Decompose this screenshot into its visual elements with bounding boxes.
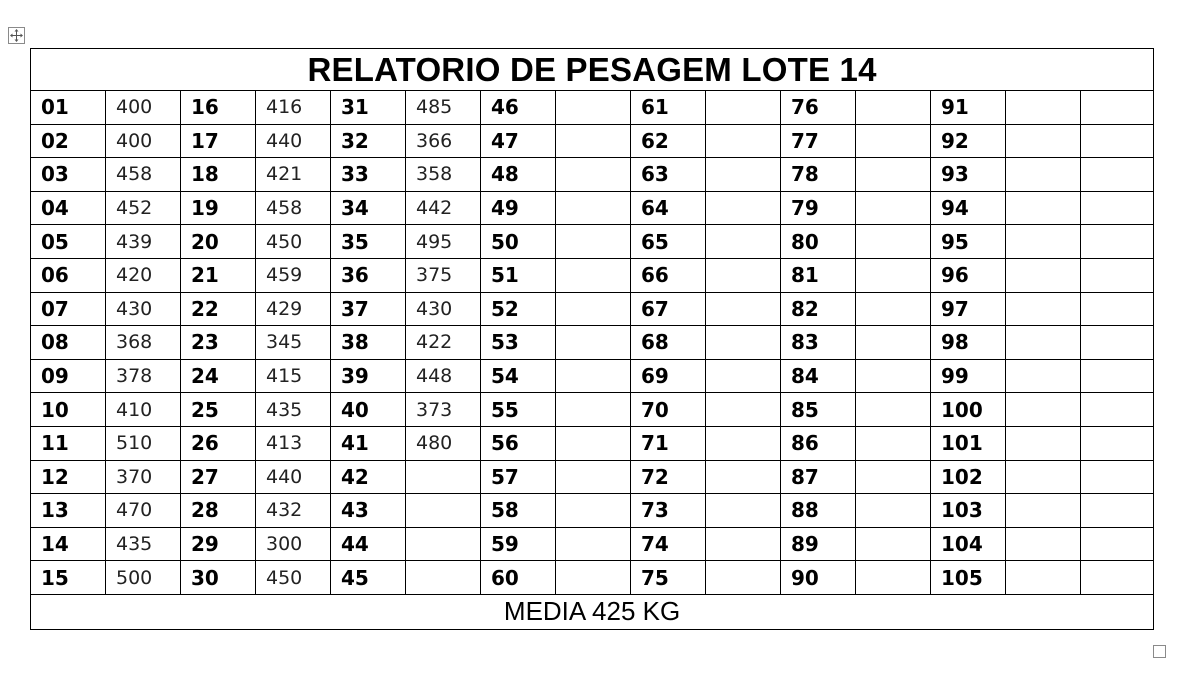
animal-number-cell: 105	[931, 561, 1006, 595]
weight-value-cell	[856, 225, 931, 259]
animal-number-cell: 15	[31, 561, 106, 595]
animal-number-cell: 19	[181, 191, 256, 225]
weight-value-cell: 450	[256, 225, 331, 259]
extra-cell	[1081, 393, 1154, 427]
animal-number-cell: 89	[781, 527, 856, 561]
weight-value-cell: 421	[256, 158, 331, 192]
animal-number-cell: 34	[331, 191, 406, 225]
animal-number-cell: 20	[181, 225, 256, 259]
animal-number-cell: 46	[481, 91, 556, 125]
weight-value-cell: 430	[406, 292, 481, 326]
animal-number-cell: 52	[481, 292, 556, 326]
table-row	[31, 258, 1154, 292]
animal-number-cell: 39	[331, 359, 406, 393]
animal-number-cell: 21	[181, 258, 256, 292]
weight-value-cell: 448	[406, 359, 481, 393]
animal-number-cell: 88	[781, 494, 856, 528]
animal-number-cell: 45	[331, 561, 406, 595]
animal-number-cell: 75	[631, 561, 706, 595]
weight-value-cell	[706, 191, 781, 225]
weight-value-cell	[556, 158, 631, 192]
weight-value-cell	[1006, 426, 1081, 460]
animal-number-cell: 62	[631, 124, 706, 158]
title-row	[31, 49, 1154, 91]
animal-number-cell: 61	[631, 91, 706, 125]
animal-number-cell: 87	[781, 460, 856, 494]
weight-value-cell	[1006, 292, 1081, 326]
table-row	[31, 527, 1154, 561]
animal-number-cell: 77	[781, 124, 856, 158]
animal-number-cell: 50	[481, 225, 556, 259]
animal-number-cell: 90	[781, 561, 856, 595]
animal-number-cell: 78	[781, 158, 856, 192]
animal-number-cell: 68	[631, 326, 706, 360]
animal-number-cell: 37	[331, 292, 406, 326]
weight-value-cell	[1006, 359, 1081, 393]
weight-value-cell: 378	[106, 359, 181, 393]
extra-cell	[1081, 91, 1154, 125]
weight-value-cell	[856, 258, 931, 292]
weight-value-cell: 422	[406, 326, 481, 360]
weight-value-cell	[556, 527, 631, 561]
animal-number-cell: 60	[481, 561, 556, 595]
animal-number-cell: 36	[331, 258, 406, 292]
animal-number-cell: 56	[481, 426, 556, 460]
animal-number-cell: 82	[781, 292, 856, 326]
weight-value-cell: 400	[106, 91, 181, 125]
animal-number-cell: 54	[481, 359, 556, 393]
animal-number-cell: 47	[481, 124, 556, 158]
extra-cell	[1081, 191, 1154, 225]
animal-number-cell: 59	[481, 527, 556, 561]
animal-number-cell: 02	[31, 124, 106, 158]
weight-value-cell	[1006, 225, 1081, 259]
animal-number-cell: 10	[31, 393, 106, 427]
weight-value-cell: 375	[406, 258, 481, 292]
animal-number-cell: 55	[481, 393, 556, 427]
animal-number-cell: 04	[31, 191, 106, 225]
weight-value-cell	[1006, 393, 1081, 427]
weight-value-cell	[856, 426, 931, 460]
animal-number-cell: 81	[781, 258, 856, 292]
weight-value-cell: 500	[106, 561, 181, 595]
animal-number-cell: 25	[181, 393, 256, 427]
table-move-icon[interactable]	[8, 27, 25, 44]
animal-number-cell: 12	[31, 460, 106, 494]
animal-number-cell: 53	[481, 326, 556, 360]
extra-cell	[1081, 460, 1154, 494]
weight-value-cell	[556, 326, 631, 360]
weight-value-cell	[556, 460, 631, 494]
weight-value-cell	[856, 158, 931, 192]
animal-number-cell: 09	[31, 359, 106, 393]
animal-number-cell: 79	[781, 191, 856, 225]
animal-number-cell: 32	[331, 124, 406, 158]
weight-value-cell	[856, 191, 931, 225]
weight-value-cell	[1006, 561, 1081, 595]
animal-number-cell: 01	[31, 91, 106, 125]
weight-value-cell	[856, 494, 931, 528]
animal-number-cell: 80	[781, 225, 856, 259]
animal-number-cell: 27	[181, 460, 256, 494]
weight-value-cell	[706, 359, 781, 393]
extra-cell	[1081, 359, 1154, 393]
animal-number-cell: 28	[181, 494, 256, 528]
weight-value-cell	[706, 292, 781, 326]
weight-value-cell	[856, 124, 931, 158]
animal-number-cell: 29	[181, 527, 256, 561]
extra-cell	[1081, 494, 1154, 528]
weight-value-cell: 345	[256, 326, 331, 360]
weight-value-cell	[1006, 494, 1081, 528]
table-row	[31, 426, 1154, 460]
table-resize-icon[interactable]	[1153, 645, 1166, 658]
weight-value-cell: 410	[106, 393, 181, 427]
weight-value-cell	[706, 561, 781, 595]
weight-value-cell: 459	[256, 258, 331, 292]
weight-value-cell: 450	[256, 561, 331, 595]
weight-value-cell	[406, 460, 481, 494]
weight-value-cell	[556, 225, 631, 259]
weight-value-cell	[856, 527, 931, 561]
weight-value-cell: 510	[106, 426, 181, 460]
weight-value-cell	[1006, 124, 1081, 158]
extra-cell	[1081, 561, 1154, 595]
animal-number-cell: 23	[181, 326, 256, 360]
weight-value-cell	[706, 426, 781, 460]
animal-number-cell: 48	[481, 158, 556, 192]
weight-value-cell: 440	[256, 460, 331, 494]
table-row	[31, 158, 1154, 192]
weight-value-cell	[556, 191, 631, 225]
footer-row	[31, 594, 1154, 629]
animal-number-cell: 93	[931, 158, 1006, 192]
weight-value-cell	[856, 460, 931, 494]
animal-number-cell: 92	[931, 124, 1006, 158]
weight-value-cell: 366	[406, 124, 481, 158]
extra-cell	[1081, 124, 1154, 158]
extra-cell	[1081, 292, 1154, 326]
animal-number-cell: 14	[31, 527, 106, 561]
weight-value-cell	[856, 561, 931, 595]
animal-number-cell: 74	[631, 527, 706, 561]
animal-number-cell: 16	[181, 91, 256, 125]
weight-value-cell	[556, 292, 631, 326]
table-row	[31, 191, 1154, 225]
animal-number-cell: 95	[931, 225, 1006, 259]
animal-number-cell: 76	[781, 91, 856, 125]
weight-value-cell: 458	[106, 158, 181, 192]
animal-number-cell: 67	[631, 292, 706, 326]
table-row	[31, 359, 1154, 393]
weight-value-cell: 358	[406, 158, 481, 192]
animal-number-cell: 08	[31, 326, 106, 360]
animal-number-cell: 11	[31, 426, 106, 460]
weight-value-cell: 432	[256, 494, 331, 528]
animal-number-cell: 101	[931, 426, 1006, 460]
weight-value-cell: 373	[406, 393, 481, 427]
animal-number-cell: 57	[481, 460, 556, 494]
animal-number-cell: 26	[181, 426, 256, 460]
animal-number-cell: 24	[181, 359, 256, 393]
animal-number-cell: 51	[481, 258, 556, 292]
weight-value-cell: 435	[106, 527, 181, 561]
weight-value-cell	[1006, 191, 1081, 225]
table-row	[31, 91, 1154, 125]
weight-value-cell: 480	[406, 426, 481, 460]
animal-number-cell: 98	[931, 326, 1006, 360]
weight-value-cell: 430	[106, 292, 181, 326]
animal-number-cell: 103	[931, 494, 1006, 528]
animal-number-cell: 97	[931, 292, 1006, 326]
animal-number-cell: 42	[331, 460, 406, 494]
animal-number-cell: 22	[181, 292, 256, 326]
weight-value-cell: 470	[106, 494, 181, 528]
weight-value-cell	[1006, 158, 1081, 192]
weight-value-cell: 413	[256, 426, 331, 460]
weight-value-cell	[406, 527, 481, 561]
table-row	[31, 326, 1154, 360]
weight-value-cell: 442	[406, 191, 481, 225]
weight-value-cell	[706, 91, 781, 125]
animal-number-cell: 86	[781, 426, 856, 460]
animal-number-cell: 40	[331, 393, 406, 427]
weight-value-cell: 415	[256, 359, 331, 393]
table-row	[31, 225, 1154, 259]
weight-value-cell: 435	[256, 393, 331, 427]
animal-number-cell: 03	[31, 158, 106, 192]
weight-value-cell: 440	[256, 124, 331, 158]
animal-number-cell: 96	[931, 258, 1006, 292]
weight-value-cell: 300	[256, 527, 331, 561]
weight-value-cell	[556, 91, 631, 125]
weight-value-cell: 420	[106, 258, 181, 292]
weight-value-cell: 429	[256, 292, 331, 326]
animal-number-cell: 35	[331, 225, 406, 259]
extra-cell	[1081, 258, 1154, 292]
weight-value-cell: 400	[106, 124, 181, 158]
weight-value-cell	[556, 426, 631, 460]
animal-number-cell: 49	[481, 191, 556, 225]
weight-value-cell	[406, 561, 481, 595]
animal-number-cell: 65	[631, 225, 706, 259]
animal-number-cell: 73	[631, 494, 706, 528]
weight-value-cell: 495	[406, 225, 481, 259]
animal-number-cell: 06	[31, 258, 106, 292]
weight-value-cell	[856, 292, 931, 326]
weight-value-cell	[706, 527, 781, 561]
weight-value-cell	[706, 158, 781, 192]
table-row	[31, 292, 1154, 326]
animal-number-cell: 94	[931, 191, 1006, 225]
weight-value-cell	[556, 359, 631, 393]
weight-value-cell	[706, 258, 781, 292]
table-row	[31, 393, 1154, 427]
weight-value-cell	[556, 258, 631, 292]
weight-value-cell	[706, 393, 781, 427]
weight-value-cell: 458	[256, 191, 331, 225]
animal-number-cell: 31	[331, 91, 406, 125]
weight-value-cell	[1006, 91, 1081, 125]
weight-value-cell	[856, 359, 931, 393]
animal-number-cell: 72	[631, 460, 706, 494]
animal-number-cell: 07	[31, 292, 106, 326]
weight-value-cell	[556, 561, 631, 595]
weighing-report-table	[30, 48, 1154, 630]
animal-number-cell: 05	[31, 225, 106, 259]
animal-number-cell: 33	[331, 158, 406, 192]
weight-value-cell	[706, 326, 781, 360]
average-weight-label: MEDIA 425 KG	[31, 594, 1154, 629]
weight-value-cell	[556, 393, 631, 427]
animal-number-cell: 38	[331, 326, 406, 360]
weight-value-cell	[1006, 527, 1081, 561]
table-row	[31, 494, 1154, 528]
weight-value-cell	[706, 494, 781, 528]
table-row	[31, 561, 1154, 595]
weight-value-cell: 368	[106, 326, 181, 360]
animal-number-cell: 84	[781, 359, 856, 393]
animal-number-cell: 69	[631, 359, 706, 393]
animal-number-cell: 64	[631, 191, 706, 225]
animal-number-cell: 18	[181, 158, 256, 192]
animal-number-cell: 100	[931, 393, 1006, 427]
extra-cell	[1081, 426, 1154, 460]
animal-number-cell: 44	[331, 527, 406, 561]
animal-number-cell: 58	[481, 494, 556, 528]
weight-value-cell: 452	[106, 191, 181, 225]
animal-number-cell: 17	[181, 124, 256, 158]
animal-number-cell: 85	[781, 393, 856, 427]
animal-number-cell: 41	[331, 426, 406, 460]
animal-number-cell: 83	[781, 326, 856, 360]
extra-cell	[1081, 527, 1154, 561]
table-row	[31, 124, 1154, 158]
weight-value-cell	[1006, 258, 1081, 292]
weight-value-cell: 416	[256, 91, 331, 125]
animal-number-cell: 13	[31, 494, 106, 528]
weight-value-cell	[1006, 460, 1081, 494]
animal-number-cell: 43	[331, 494, 406, 528]
animal-number-cell: 102	[931, 460, 1006, 494]
weight-value-cell	[706, 124, 781, 158]
extra-cell	[1081, 158, 1154, 192]
weight-value-cell: 370	[106, 460, 181, 494]
weight-value-cell: 485	[406, 91, 481, 125]
animal-number-cell: 91	[931, 91, 1006, 125]
weight-value-cell: 439	[106, 225, 181, 259]
table-row	[31, 460, 1154, 494]
weight-value-cell	[706, 225, 781, 259]
weight-value-cell	[1006, 326, 1081, 360]
animal-number-cell: 70	[631, 393, 706, 427]
weight-value-cell	[556, 124, 631, 158]
weight-value-cell	[706, 460, 781, 494]
animal-number-cell: 99	[931, 359, 1006, 393]
animal-number-cell: 30	[181, 561, 256, 595]
animal-number-cell: 66	[631, 258, 706, 292]
animal-number-cell: 63	[631, 158, 706, 192]
animal-number-cell: 71	[631, 426, 706, 460]
weight-value-cell	[856, 393, 931, 427]
weight-value-cell	[856, 91, 931, 125]
weight-value-cell	[556, 494, 631, 528]
weight-value-cell	[406, 494, 481, 528]
extra-cell	[1081, 225, 1154, 259]
report-title: RELATORIO DE PESAGEM LOTE 14	[31, 49, 1154, 91]
animal-number-cell: 104	[931, 527, 1006, 561]
extra-cell	[1081, 326, 1154, 360]
weight-value-cell	[856, 326, 931, 360]
